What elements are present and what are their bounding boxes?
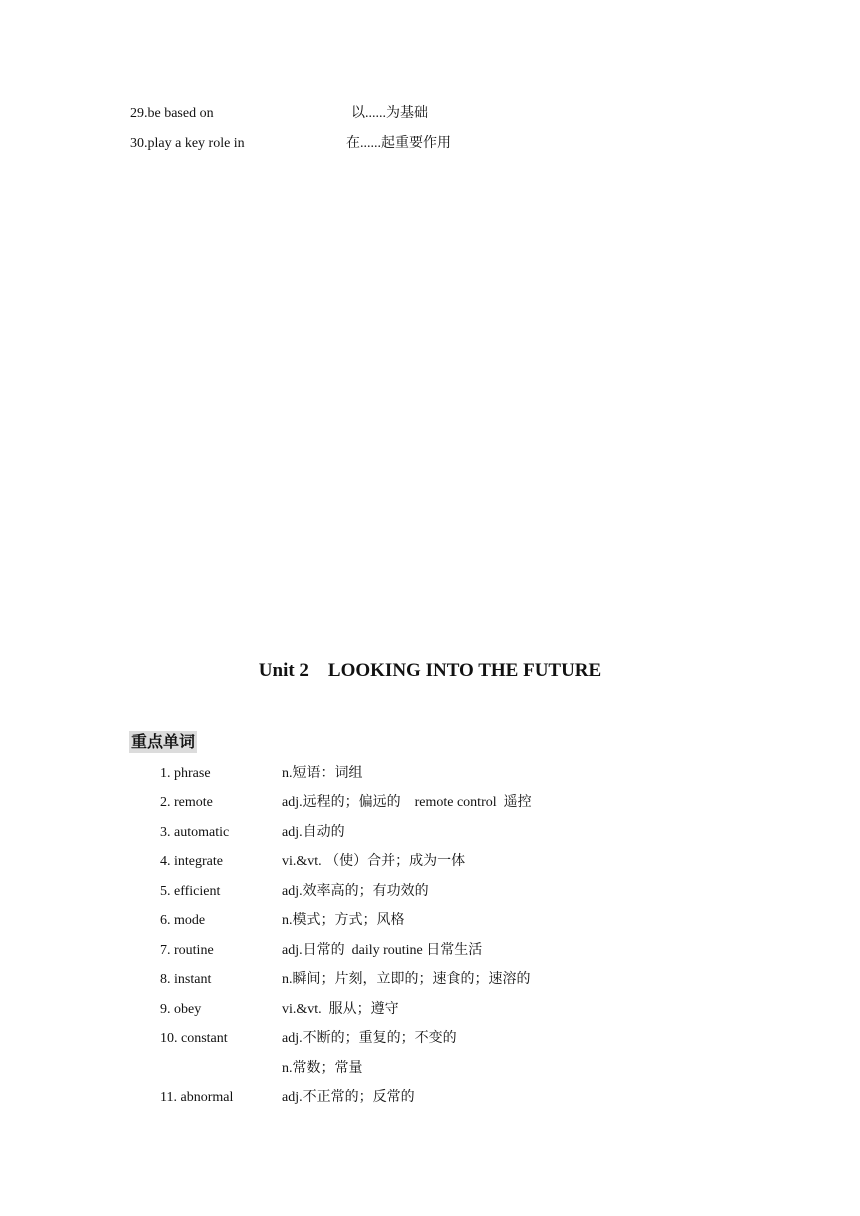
phrase-meaning: 在......起重要作用 xyxy=(346,136,451,151)
vocab-term: 4. integrate xyxy=(160,854,223,869)
phrase-meaning: 以......为基础 xyxy=(351,106,428,121)
unit-title: Unit 2 LOOKING INTO THE FUTURE xyxy=(258,660,602,681)
vocab-meaning: n.瞬间；片刻，立即的；速食的；速溶的 xyxy=(282,972,531,987)
vocab-term: 3. automatic xyxy=(160,825,230,840)
vocab-meaning: adj.不断的；重复的；不变的 xyxy=(282,1031,457,1046)
vocab-meaning: vi.&vt. （使）合并；成为一体 xyxy=(282,854,466,869)
phrase-row-30 xyxy=(130,135,451,207)
phrase-term: 30.play a key role in xyxy=(130,136,245,151)
vocab-term: 9. obey xyxy=(160,1002,202,1017)
vocab-meaning: adj.远程的；偏远的 remote control 遥控 xyxy=(282,795,532,810)
vocab-meaning: adj.效率高的；有功效的 xyxy=(282,884,429,899)
vocab-term: 10. constant xyxy=(160,1031,228,1046)
vocab-meaning: adj.自动的 xyxy=(282,825,345,840)
vocab-meaning: vi.&vt. 服从；遵守 xyxy=(282,1002,399,1017)
vocab-term: 2. remote xyxy=(160,795,213,810)
vocab-meaning: adj.日常的 daily routine 日常生活 xyxy=(282,943,483,958)
vocab-meaning: adj.不正常的；反常的 xyxy=(282,1090,415,1105)
vocab-term: 11. abnormal xyxy=(160,1090,234,1105)
vocab-term: 1. phrase xyxy=(160,766,211,781)
section-label: 重点单词 xyxy=(131,732,196,751)
vocab-meaning: n.常数；常量 xyxy=(282,1061,363,1076)
phrase-term: 29.be based on xyxy=(130,106,214,121)
vocab-meaning: n.短语：词组 xyxy=(282,766,363,781)
vocab-term: 6. mode xyxy=(160,913,206,928)
vocab-meaning: n.模式；方式；风格 xyxy=(282,913,405,928)
vocab-term: 8. instant xyxy=(160,972,212,987)
vocab-term: 7. routine xyxy=(160,943,214,958)
vocab-term: 5. efficient xyxy=(160,884,221,899)
vocab-row xyxy=(160,1089,415,1161)
